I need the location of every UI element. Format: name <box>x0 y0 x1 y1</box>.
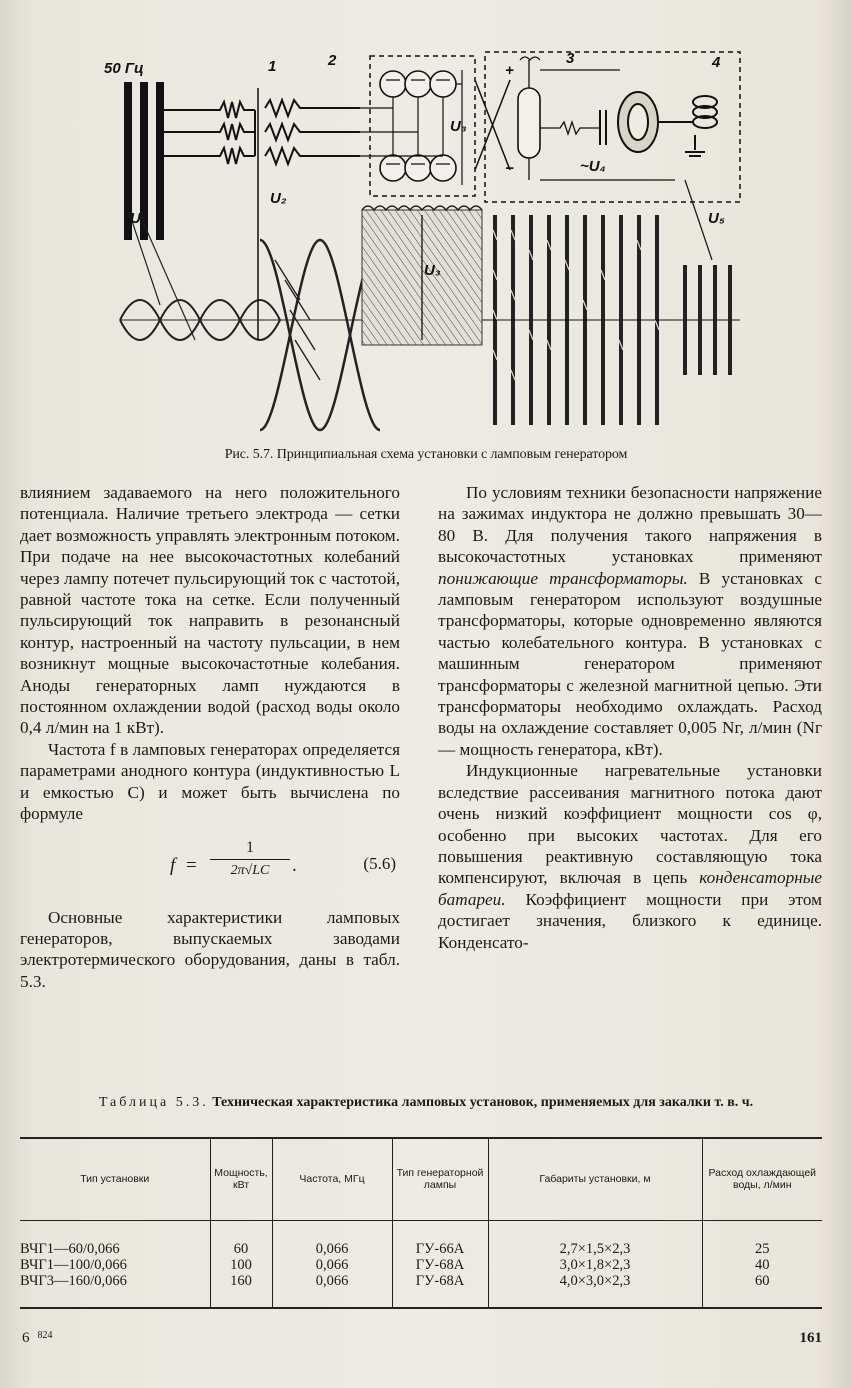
cell-text: ГУ-66А <box>415 1240 465 1257</box>
print-code: 824 <box>37 1330 53 1341</box>
label-2: 2 <box>328 52 337 69</box>
text-run: Индукционные нагревательные установки вследствие рассеивания магнитного потока дают очень низкий коэффициент мощности cos φ, особенно при высоких частотах. Для его повышения реактивную составляющую тока компенсируют, включая в цепь <box>438 761 822 888</box>
cell-power <box>210 1220 272 1308</box>
cell-text: 2,7×1,5×2,3 <box>559 1240 631 1257</box>
cell-lamp <box>392 1220 488 1308</box>
paragraph: Основные характеристики ламповых генераторов, выпускаемых заводами электротермического оборудования, даны в табл. 5.3. <box>20 907 400 991</box>
footer-signature <box>22 1330 53 1347</box>
label-plus: + <box>505 62 514 79</box>
circuit-diagram <box>100 40 760 435</box>
header-dimensions: Габариты установки, м <box>488 1138 702 1220</box>
formula-numerator: 1 <box>246 838 254 856</box>
cell-text: 0,066 <box>315 1240 349 1257</box>
cell-text: 0,066 <box>315 1256 349 1273</box>
text-run: Коэффициент мощности при этом достигает значения, близкого к единице. Конденсато- <box>438 889 822 952</box>
table-number: Таблица 5.3. <box>98 1095 209 1110</box>
header-water: Расход охлаждающей воды, л/мин <box>702 1138 822 1220</box>
header-power: Мощность, кВт <box>210 1138 272 1220</box>
cell-frequency <box>272 1220 392 1308</box>
label-frequency: 50 Гц <box>104 60 144 77</box>
cell-type <box>20 1220 210 1308</box>
cell-text: ГУ-68А <box>415 1256 465 1273</box>
cell-text: 0,066 <box>315 1272 349 1289</box>
cell-text: 60 <box>233 1240 249 1257</box>
paragraph <box>438 760 822 953</box>
paragraph <box>438 482 822 760</box>
text-run: В установках с ламповым генератором используют воздушные трансформаторы, которые одновременно являются частью колебательного контура. В установках с машинным генератором применяют трансформаторы с железной магнитной цепью. Эти трансформаторы необходимо охлаждать. Расход воды на охлаждение составляет 0,005 Nг, л/мин (Nг — мощность генератора, кВт). <box>438 568 822 759</box>
header-frequency: Частота, МГц <box>272 1138 392 1220</box>
formula-lhs: f <box>170 854 176 876</box>
label-4: 4 <box>712 54 721 71</box>
label-u3-waveform: U₃ <box>424 262 441 279</box>
cell-text: ВЧГ3—160/0,066 <box>20 1272 127 1289</box>
paragraph: влиянием задаваемого на него положительного потенциала. Наличие третьего электрода — сетки дает возможность управлять электронным потоком. При подаче на нее высокочастотных колебаний через лампу потечет пульсирующий ток с частотой, равной частоте тока на сетке. Если полученный пульсирующий ток направить в резонансный контур, настроенный на частоту пульсации, в нем возникнут мощные высокочастотные колебания. Аноды генераторных ламп нуждаются в постоянном охлаждении водой (расход воды около 0,4 л/мин на 1 кВт). <box>20 483 400 738</box>
formula-5-6 <box>20 831 400 901</box>
formula-fraction <box>210 839 290 880</box>
cell-water <box>702 1220 822 1308</box>
emphasis: понижающие трансформаторы. <box>438 568 688 588</box>
signature-mark: 6 <box>22 1330 30 1346</box>
figure-caption: Рис. 5.7. Принципиальная схема установки с ламповым генератором <box>224 447 628 462</box>
fraction-bar <box>210 859 290 860</box>
cell-text: ВЧГ1—60/0,066 <box>20 1240 120 1257</box>
left-column <box>20 482 400 992</box>
table-title <box>0 1094 852 1111</box>
label-minus: − <box>505 160 514 177</box>
cell-text: 40 <box>755 1256 770 1273</box>
formula-number: (5.6) <box>363 853 396 873</box>
circuit-figure <box>100 40 760 435</box>
cell-text: ГУ-68А <box>415 1272 465 1289</box>
resistor-group-1 <box>160 102 255 164</box>
label-u1: U₁ <box>130 210 147 227</box>
label-1: 1 <box>268 58 277 75</box>
label-u3: U₃ <box>450 118 467 135</box>
spec-table <box>20 1137 822 1309</box>
generator-tube <box>518 88 540 158</box>
inductor-coil <box>618 92 658 152</box>
right-column <box>438 482 822 953</box>
label-u5: U₅ <box>708 210 725 227</box>
paragraph: Частота f в ламповых генераторах определяется параметрами анодного контура (индуктивностью L и емкостью C) и может быть вычислена по формуле <box>20 739 400 824</box>
transformer-1 <box>265 100 360 164</box>
formula-equals: = <box>186 854 197 876</box>
cell-text: 60 <box>755 1272 770 1289</box>
formula-denominator: 2π√LC <box>230 862 270 878</box>
label-u2: U₂ <box>270 190 287 207</box>
table-caption: Техническая характеристика ламповых установок, применяемых для закалки т. в. ч. <box>212 1095 754 1110</box>
page-number: 161 <box>799 1330 822 1346</box>
cell-text: 3,0×1,8×2,3 <box>559 1256 631 1273</box>
text-run: По условиям техники безопасности напряжение на зажимах индуктора не должно превышать 30—80 В. Для получения такого напряжения в высокочастотных установках применяют <box>438 483 822 567</box>
cell-text: 100 <box>230 1256 252 1273</box>
header-lamp: Тип генераторной лампы <box>392 1138 488 1220</box>
emphasis: конденсаторные батареи. <box>438 868 822 909</box>
cell-dimensions <box>488 1220 702 1308</box>
cell-text: 25 <box>755 1240 770 1257</box>
formula-dot: . <box>292 854 297 876</box>
label-3: 3 <box>566 50 575 67</box>
table-header-row <box>20 1138 822 1220</box>
table-row <box>20 1220 822 1308</box>
workpiece-4 <box>658 96 717 156</box>
cell-text: 4,0×3,0×2,3 <box>559 1272 631 1289</box>
cell-text: ВЧГ1—100/0,066 <box>20 1256 127 1273</box>
label-u4: ~U₄ <box>580 158 606 175</box>
header-type: Тип установки <box>20 1138 210 1220</box>
cell-text: 160 <box>230 1272 252 1289</box>
